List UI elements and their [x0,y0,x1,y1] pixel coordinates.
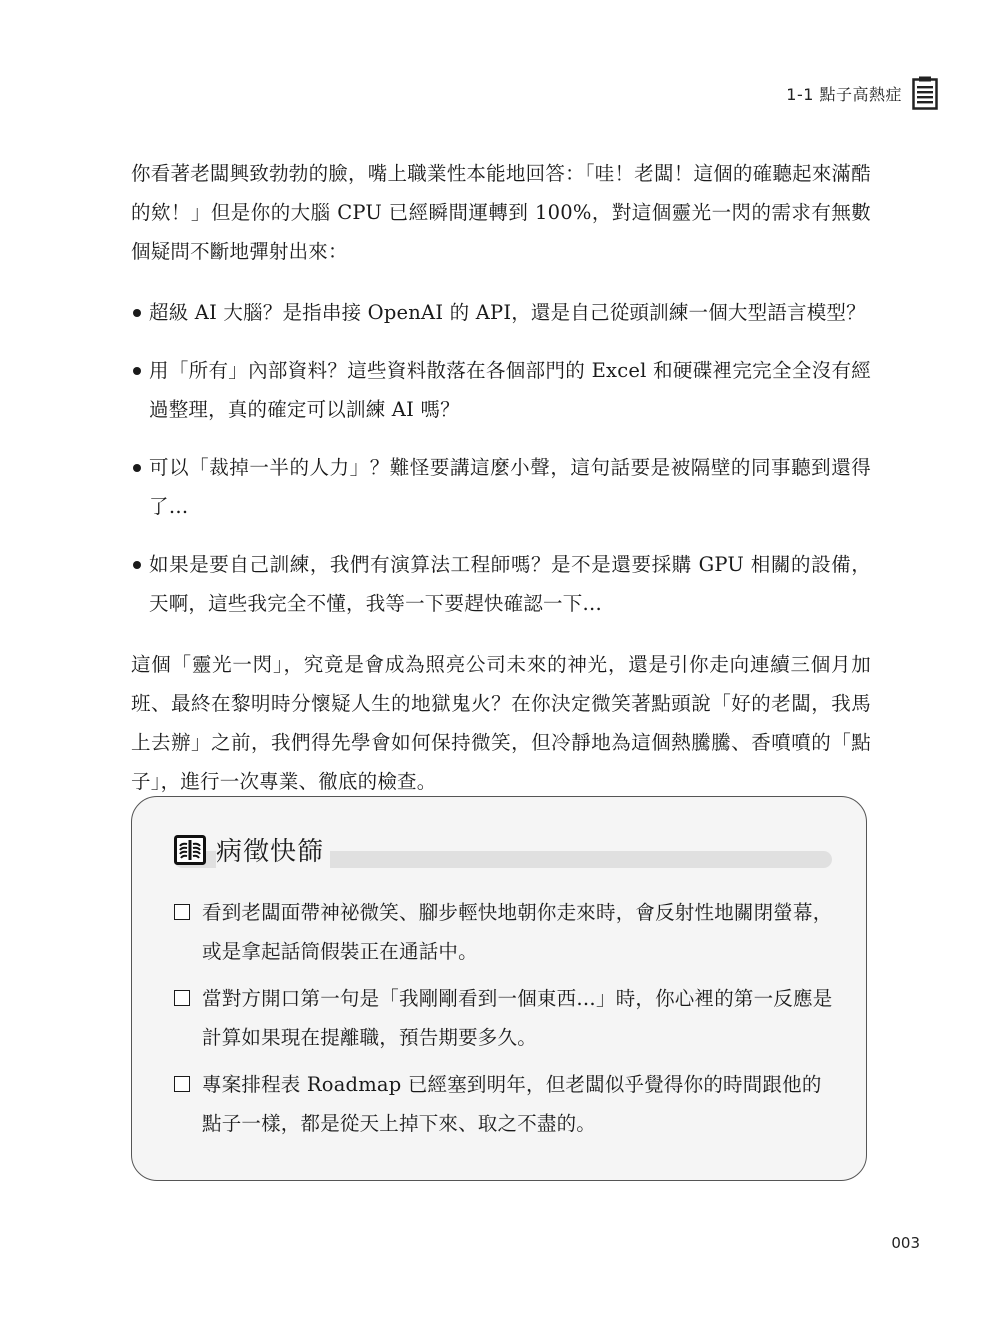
checklist-item-text: 專案排程表 Roadmap 已經塞到明年，但老闆似乎覺得你的時間跟他的點子一樣，都是從天上掉下來、取之不盡的。 [202,1073,822,1135]
checkbox[interactable] [174,1076,190,1092]
closing-paragraph: 這個「靈光一閃」，究竟是會成為照亮公司未來的神光，還是引你走向連續三個月加班、最終在黎明時分懷疑人生的地獄鬼火？在你決定微笑著點頭說「好的老闆，我馬上去辦」之前，我們得先學會如何保持微笑，但冷靜地為這個熱騰騰、香噴噴的「點子」，進行一次專業、徹底的檢查。 [131,653,871,793]
running-header [786,76,938,110]
checklist-item-text: 看到老闆面帶神祕微笑、腳步輕快地朝你走來時，會反射性地關閉螢幕，或是拿起話筒假裝正在通話中。 [202,901,833,963]
symptom-checklist-box [131,796,867,1181]
question-list [131,293,871,623]
list-item: 可以「裁掉一半的人力」？難怪要講這麼小聲，這句話要是被隔壁的同事聽到還得了… [131,448,871,526]
main-content [131,154,871,801]
list-item: 用「所有」內部資料？這些資料散落在各個部門的 Excel 和硬碟裡完完全全沒有經過整理，真的確定可以訓練 AI 嗎？ [131,351,871,429]
section-label: 1-1 點子高熱症 [786,84,902,104]
page-number: 003 [891,1234,920,1252]
sidebox-title: 病徵快篩 [216,831,330,868]
checklist-item [174,1065,834,1143]
xray-icon [174,835,206,865]
intro-paragraph: 你看著老闆興致勃勃的臉，嘴上職業性本能地回答：「哇！老闆！這個的確聽起來滿酷的欸！」但是你的大腦 CPU 已經瞬間運轉到 100%，對這個靈光一閃的需求有無數個疑問不斷地彈射出來： [131,162,871,263]
checklist-item [174,893,834,971]
checklist-item [174,979,834,1057]
checklist [174,893,834,1151]
checkbox[interactable] [174,904,190,920]
list-item: 如果是要自己訓練，我們有演算法工程師嗎？是不是還要採購 GPU 相關的設備，天啊，這些我完全不懂，我等一下要趕快確認一下… [131,545,871,623]
checkbox[interactable] [174,990,190,1006]
sidebox-header [174,827,832,867]
clipboard-icon [912,76,938,110]
list-item: 超級 AI 大腦？是指串接 OpenAI 的 API，還是自己從頭訓練一個大型語言模型？ [131,293,871,332]
checklist-item-text: 當對方開口第一句是「我剛剛看到一個東西…」時，你心裡的第一反應是計算如果現在提離職，預告期要多久。 [202,987,833,1049]
